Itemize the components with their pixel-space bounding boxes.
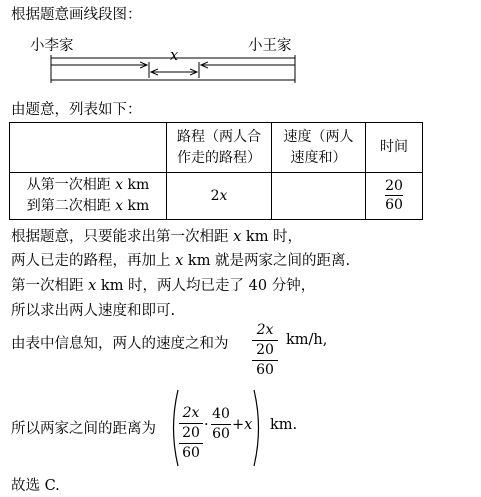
distance-inner-fraction <box>179 404 203 463</box>
header-speed-line1: 速度（两人 <box>283 128 354 145</box>
multiply-dot: · <box>204 417 209 433</box>
diagram-heading: 根据题意画线段图： <box>11 7 142 23</box>
time-fraction <box>211 405 231 444</box>
explanation-line3: 第一次相距 x km 时，两人均已走了 40 分钟， <box>11 278 316 294</box>
info-table <box>9 122 423 220</box>
header-distance-line2: 作走的路程） <box>177 149 261 166</box>
speed-cell <box>272 173 366 220</box>
speed-sum-unit: km/h, <box>286 332 328 348</box>
header-speed <box>272 123 366 173</box>
diagram-right-label: 小王家 <box>248 38 292 54</box>
distance-text: 所以两家之间的距离为 <box>11 421 156 437</box>
row-label-line1: 从第一次相距 x km <box>26 177 150 193</box>
table-row <box>10 173 423 220</box>
table-heading: 由题意，列表如下： <box>11 102 142 118</box>
explanation-line2: 两人已走的路程，再加上 x km 就是两家之间的距离. <box>11 253 351 269</box>
speed-sum-numerator: 2x <box>256 322 274 338</box>
header-time-label: 时间 <box>380 139 408 155</box>
header-distance <box>167 123 272 173</box>
speed-sum-text: 由表中信息知，两人的速度之和为 <box>11 336 229 352</box>
distance-cell: 2x <box>167 173 272 220</box>
explanation-line4: 所以求出两人速度和即可. <box>11 303 176 319</box>
header-speed-line2: 速度和） <box>290 149 347 166</box>
distance-inner-den-denominator: 60 <box>179 443 203 463</box>
time-fraction-denominator: 60 <box>212 426 230 442</box>
right-paren <box>252 388 264 468</box>
answer-line: 故选 C. <box>11 478 60 494</box>
time-fraction-numerator: 40 <box>212 406 230 422</box>
table-header-row <box>10 123 423 173</box>
time-denominator: 60 <box>385 196 403 213</box>
header-distance-line1: 路程（两人合 <box>177 128 261 145</box>
segment-diagram <box>0 0 481 100</box>
time-cell <box>366 173 423 220</box>
speed-sum-den-denominator: 60 <box>252 360 278 380</box>
row-label-line2: 到第二次相距 x km <box>26 198 150 214</box>
speed-sum-den-numerator: 20 <box>252 340 278 360</box>
header-empty-cell <box>10 123 167 173</box>
header-time <box>366 123 423 173</box>
distance-inner-den-numerator: 20 <box>179 423 203 443</box>
row-label <box>10 173 167 220</box>
explanation-line1: 根据题意，只要能求出第一次相距 x km 时， <box>11 229 303 245</box>
diagram-left-label: 小李家 <box>30 38 74 54</box>
speed-sum-fraction <box>252 321 278 380</box>
distance-inner-numerator: 2x <box>182 405 200 421</box>
plus-x: +x <box>232 417 253 433</box>
diagram-gap-label: x <box>170 48 179 64</box>
time-numerator: 20 <box>385 177 403 194</box>
distance-unit: km. <box>270 417 298 433</box>
